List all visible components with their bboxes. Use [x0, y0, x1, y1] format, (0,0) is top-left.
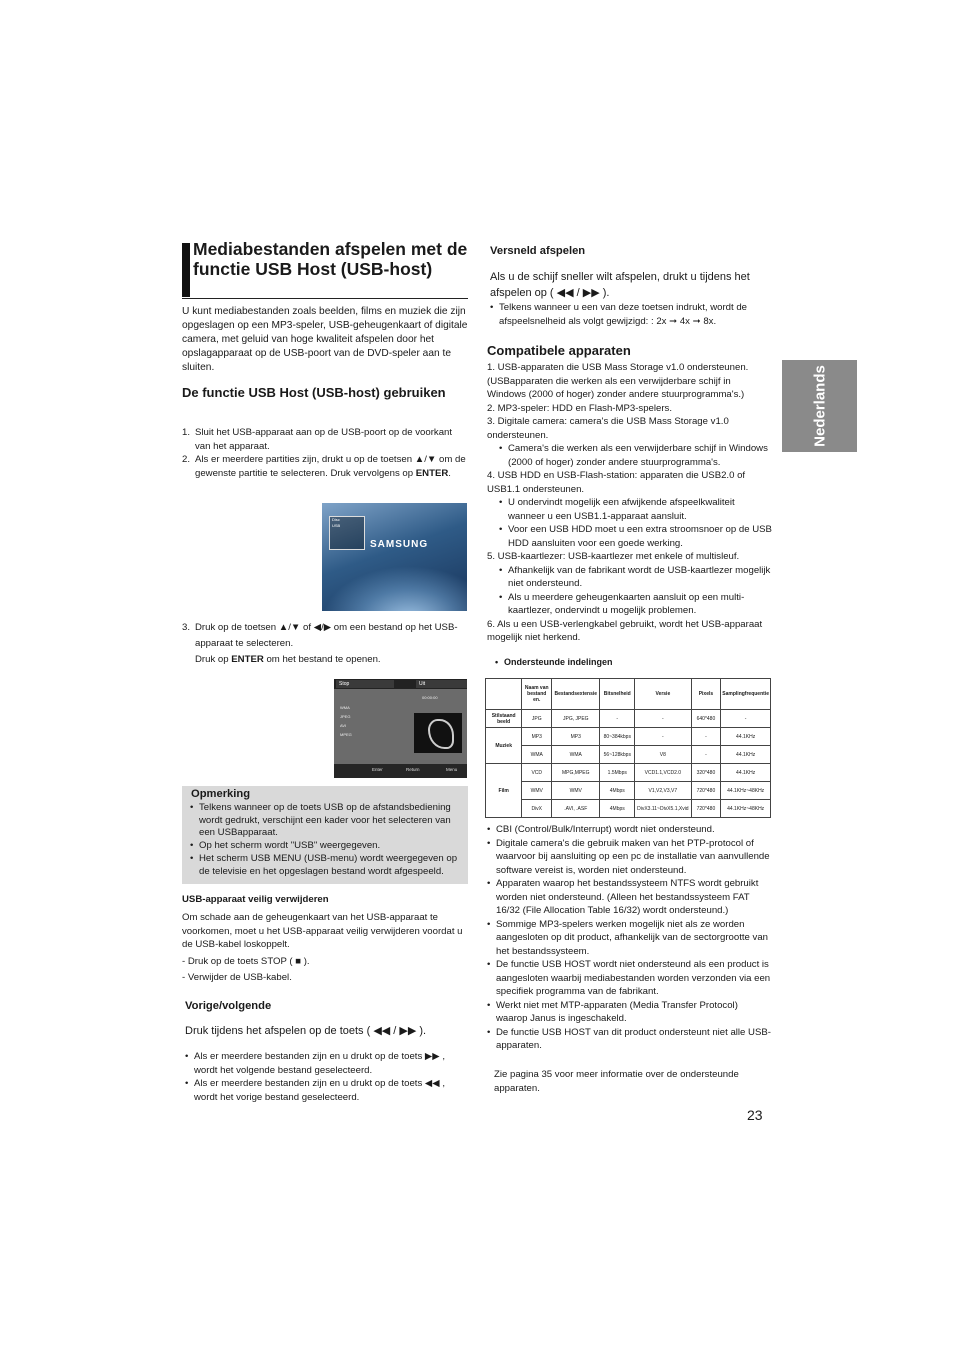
step-number: 2.: [182, 454, 191, 465]
table-cell: 4Mbps: [600, 800, 635, 818]
usb-host-heading: De functie USB Host (USB-host) gebruiken: [182, 385, 446, 400]
compat-subitem: • Als u meerdere geheugenkaarten aansluit op een multi-kaartlezer, ondervindt u mogelijk problemen.: [499, 591, 772, 618]
background-wave: [322, 566, 467, 611]
table-cell: .AVI, .ASF: [552, 800, 600, 818]
compat-item: 4. USB HDD en USB-Flash-station: apparaten die USB2.0 of USB1.1 ondersteunen.: [487, 470, 746, 495]
table-cell: 320*480: [691, 764, 721, 782]
step-text: Sluit het USB-apparaat aan op de USB-poort op de voorkant van het apparaat.: [195, 427, 453, 452]
step-text-2b: om het bestand te openen.: [263, 654, 381, 665]
next-file-item: • Als er meerdere bestanden zijn en u drukt op de toets ▶▶ , wordt het volgende bestand geselecteerd.: [185, 1050, 468, 1077]
page-number: 23: [747, 1107, 763, 1123]
fast-play-list: [490, 301, 770, 328]
step-text: Als er meerdere partities zijn, drukt u op de toetsen ▲/▼ om de gewenste partitie te selecteren. Druk vervolgens op: [195, 454, 466, 479]
table-row: [486, 710, 771, 728]
prev-next-heading: Vorige/volgende: [185, 1000, 272, 1012]
intro-paragraph: U kunt mediabestanden zoals beelden, films en muziek die zijn opgeslagen op een MP3-speler, USB-geheugenkaart of digitale camera, met geluid van hoge kwaliteit afspelen door het opslagapparaat op de USB-poort van de DVD-speler aan te sluiten.: [182, 306, 468, 373]
table-cell: JPG, JPEG: [552, 710, 600, 728]
compat-subitem: • Voor een USB HDD moet u een extra stroomsnoer op de USB HDD aansluiten voor een goede werking.: [499, 523, 772, 550]
file-item: WMA: [340, 705, 350, 710]
usb-step-3: [182, 620, 468, 668]
table-cell: DivX: [522, 800, 552, 818]
table-cell: WMV: [522, 782, 552, 800]
usb-note: • CBI (Control/Bulk/Interrupt) wordt niet ondersteund.: [487, 823, 772, 837]
table-cell: JPG: [522, 710, 552, 728]
stop-status: Stop: [336, 680, 394, 688]
table-cell: 720*480: [691, 782, 721, 800]
usb-menu-topbar: [334, 679, 467, 689]
table-cell: 640*480: [691, 710, 721, 728]
table-header: Bestandsextensie: [552, 679, 600, 710]
compat-sublist: [499, 442, 772, 469]
file-list: [340, 703, 402, 739]
formats-label: • Ondersteunde indelingen: [495, 657, 613, 667]
table-cell: 44.1KHz~48KHz: [721, 800, 771, 818]
step-number: 3.: [182, 622, 191, 633]
compat-subitem: • Afhankelijk van de fabrikant wordt de USB-kaartlezer mogelijk niet ondersteund.: [499, 564, 772, 591]
table-row: [486, 728, 771, 746]
compat-item: 6. Als u een USB-verlengkabel gebruikt, wordt het USB-apparaat mogelijk niet herkend.: [487, 618, 763, 643]
compat-sublist: [499, 496, 772, 550]
table-cell: -: [691, 728, 721, 746]
table-cell: -: [635, 710, 691, 728]
table-cell: 44.1KHz~48KHz: [721, 782, 771, 800]
prev-next-list: [185, 1050, 468, 1104]
usb-note: • Werkt niet met MTP-apparaten (Media Transfer Protocol) waarop Janus is ingeschakeld.: [487, 999, 772, 1026]
safe-remove-step: - Druk op de toets STOP ( ■ ).: [182, 956, 310, 967]
footer-menu: Menu: [446, 767, 458, 772]
table-cell: MPG,MPEG: [552, 764, 600, 782]
prev-next-lead: Druk tijdens het afspelen op de toets ( ◀◀ / ▶▶ ).: [185, 1025, 427, 1037]
usb-notes-list: [487, 823, 772, 1053]
enter-key-label: ENTER: [231, 654, 264, 665]
step-number: 1.: [182, 427, 191, 438]
table-cell: -: [600, 710, 635, 728]
table-cell: WMV: [552, 782, 600, 800]
compat-subitem: • Camera's die werken als een verwijderbare schijf in Windows (2000 of hoger) zonder andere stuurprogramma's.: [499, 442, 772, 469]
usb-note: • Sommige MP3-spelers werken mogelijk niet als ze worden aangesloten op dit product, afhankelijk van de sectorgrootte van het bestandssysteem.: [487, 918, 772, 959]
table-cell: VCD1.1,VCD2.0: [635, 764, 691, 782]
table-cell: WMA: [552, 746, 600, 764]
menu-item-usb: USB: [332, 523, 341, 528]
step-text-end: .: [448, 467, 451, 479]
table-cell: -: [691, 746, 721, 764]
note-box: [182, 786, 468, 884]
table-cell: 720*480: [691, 800, 721, 818]
table-cell: -: [635, 728, 691, 746]
table-cell: 4Mbps: [600, 782, 635, 800]
table-cell: -: [721, 710, 771, 728]
note-item: • Telkens wanneer op de toets USB op de afstandsbediening wordt gedrukt, verschijnt een kader voor het selecteren van een USBapparaat.: [190, 802, 466, 840]
table-cell: V8: [635, 746, 691, 764]
time-display: 00:00:00: [422, 695, 438, 700]
uit-status: Uit: [416, 680, 467, 688]
table-cell: 44.1KHz: [721, 746, 771, 764]
usb-menu-footer: [334, 764, 467, 778]
table-header-row: [486, 679, 771, 710]
table-cell: MP3: [522, 728, 552, 746]
file-item: AVI: [340, 723, 347, 728]
table-cell: 44.1KHz: [721, 764, 771, 782]
table-cell: MP3: [552, 728, 600, 746]
group-still: Stilstaand beeld: [486, 710, 522, 728]
step-text: Druk op de toetsen ▲/▼ of ◀/▶ om een bestand op het USB-apparaat te selecteren.: [195, 622, 458, 649]
note-heading: Opmerking: [191, 788, 251, 800]
note-item: • Het scherm USB MENU (USB-menu) wordt weergegeven op de televisie en het opgeslagen bestand wordt afgespeeld.: [190, 853, 466, 878]
usb-note: • Apparaten waarop het bestandssysteem NTFS wordt gebruikt worden niet ondersteund. (Alleen het bestandssysteem FAT 16/32 (File Allocation Table 16/32) wordt ondersteund.): [487, 877, 772, 918]
table-cell: 56~128kbps: [600, 746, 635, 764]
step-text-2a: Druk op: [195, 654, 232, 665]
compatible-devices-heading: Compatibele apparaten: [487, 343, 631, 358]
menu-item-disc: Disc: [332, 517, 340, 522]
step-3: [182, 620, 468, 668]
footer-enter: Enter: [372, 767, 383, 772]
fast-play-heading: Versneld afspelen: [490, 245, 586, 257]
compat-item: 3. Digitale camera: camera's die USB Mass Storage v1.0 ondersteunen.: [487, 416, 729, 441]
compat-item: 5. USB-kaartlezer: USB-kaartlezer met enkele of multisleuf.: [487, 551, 740, 562]
usb-notes-tail: Zie pagina 35 voor meer informatie over de ondersteunde apparaten.: [494, 1069, 739, 1094]
compat-item: 1. USB-apparaten die USB Mass Storage v1.0 ondersteunen. (USBapparaten die werken als een verwijderbare schijf in Windows (2000 of hoger) zonder andere stuurprogramma's.): [487, 362, 749, 400]
file-item: JPEG: [340, 714, 351, 719]
compatible-devices-list: [487, 361, 772, 645]
title-accent-bar: [182, 243, 190, 297]
table-cell: 80~384kbps: [600, 728, 635, 746]
table-cell: WMA: [522, 746, 552, 764]
table-header: [486, 679, 522, 710]
language-tab: [782, 360, 857, 452]
file-item: MPEG: [340, 732, 352, 737]
safe-remove-heading: USB-apparaat veilig verwijderen: [182, 894, 329, 905]
supported-formats-table: [485, 678, 771, 818]
table-cell: V1,V2,V3,V7: [635, 782, 691, 800]
preview-thumbnail: [414, 713, 462, 753]
formats-label-list: [495, 657, 613, 667]
table-cell: 1.5Mbps: [600, 764, 635, 782]
compat-item: 2. MP3-speler: HDD en Flash-MP3-spelers.: [487, 402, 673, 414]
title-divider: [182, 298, 468, 299]
table-header: Naam van bestand en.: [522, 679, 552, 710]
fast-play-item: • Telkens wanneer u een van deze toetsen indrukt, wordt de afspeelsnelheid als volgt gewijzigd: : 2x ➞ 4x ➞ 8x.: [490, 301, 770, 328]
compat-sublist: [499, 564, 772, 618]
table-cell: DivX3.11~DivX5.1,Xvid: [635, 800, 691, 818]
table-cell: 44.1KHz: [721, 728, 771, 746]
note-item: • Op het scherm wordt "USB" weergegeven.: [190, 840, 466, 853]
enter-key-label: ENTER: [415, 467, 449, 479]
table-row: [486, 764, 771, 782]
usb-menu-screenshot: [334, 679, 467, 778]
language-label: Nederlands: [811, 365, 828, 447]
group-film: Film: [486, 764, 522, 818]
note-list: [190, 802, 466, 878]
source-menu: [329, 516, 365, 550]
table-header: Pixels: [691, 679, 721, 710]
group-music: Muziek: [486, 728, 522, 764]
safe-remove-text: Om schade aan de geheugenkaart van het USB-apparaat te voorkomen, moet u het USB-apparaat veilig verwijderen voordat u de USB-kabel loskoppelt.: [182, 912, 463, 950]
usb-note: • De functie USB HOST van dit product ondersteunt niet alle USB-apparaten.: [487, 1026, 772, 1053]
prev-file-item: • Als er meerdere bestanden zijn en u drukt op de toets ◀◀ , wordt het vorige bestand geselecteerd.: [185, 1077, 468, 1104]
table-row: [486, 782, 771, 800]
device-selection-screenshot: [322, 503, 467, 611]
usb-steps: [182, 426, 468, 480]
table-row: [486, 800, 771, 818]
table-row: [486, 746, 771, 764]
step-1: [182, 426, 468, 453]
table-header: Samplingfrequentie: [721, 679, 771, 710]
table-header: Bitsnelheid: [600, 679, 635, 710]
step-2: [182, 453, 468, 480]
usb-note: • Digitale camera's die gebruik maken van het PTP-protocol of waarvoor bij aansluiting op een pc de installatie van aanvullende software vereist is, worden niet ondersteund.: [487, 837, 772, 878]
footer-return: Return: [406, 767, 420, 772]
table-cell: VCD: [522, 764, 552, 782]
fast-play-lead: Als u de schijf sneller wilt afspelen, drukt u tijdens het afspelen op ( ◀◀ / ▶▶ ).: [490, 271, 750, 299]
safe-remove-step: - Verwijder de USB-kabel.: [182, 972, 292, 983]
usb-note: • De functie USB HOST wordt niet ondersteund als een product is aangesloten waarbij mediabestanden worden verzonden via een specifiek programma van de fabrikant.: [487, 958, 772, 999]
table-header: Versie: [635, 679, 691, 710]
samsung-logo: SAMSUNG: [370, 539, 429, 550]
safe-remove-steps: [182, 954, 468, 986]
page-title: Mediabestanden afspelen met de functie USB Host (USB-host): [193, 239, 468, 279]
compat-subitem: • U ondervindt mogelijk een afwijkende afspeelkwaliteit wanneer u een USB1.1-apparaat aansluit.: [499, 496, 772, 523]
